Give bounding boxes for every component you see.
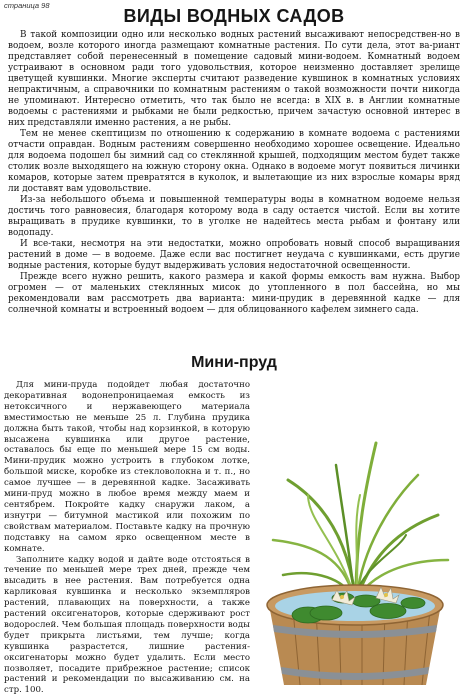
paragraph: И все-таки, несмотря на эти недостатки, можно опробовать новый способ выращивания растений в доме — в водоеме. Даже если вас постигнет неудача с кувшинками, есть другие водные растения, которые будут выдерживать условия недостаточной освещенности. (8, 239, 460, 271)
section-heading: Мини-пруд (191, 354, 277, 371)
tub-pond-illustration (248, 435, 462, 690)
paragraph: Для мини-пруда подойдет любая достаточно декоративная водонепроницаемая емкость из нетоксичного и нержавеющего материала вместимостью не меньше 25 л. Глубина прудика должна быть такой, чтобы над корзинкой, в которую высажена кувшинка или другое растение, оставалось бы еще по меньшей мере 15 см воды. Мини-прудик можно устроить в глубоком лотке, большой миске, коробке из стекловолокна и т. п., но самое лучшее — в деревянной кадке. Засаживать мини-пруд можно в любое время между маем и сентябрем. Покройте кадку снаружи лаком, а изнутри — битумной мастикой или похожим по свойствам материалом. Поставьте кадку на прочную подставку на самом ярко освещенном месте в комнате. (4, 380, 250, 554)
paragraph: Тем не менее скептицизм по отношению к содержанию в комнате водоема с растениями отчасти оправдан. Водным растениям совершенно необходимо хорошее освещение. Идеально для водоема подошел бы зимний сад со стеклянной крышей, подходящим местом будет также столик возле выходящего на южную сторону окна. Однако в водоеме могут появиться личинки комаров, которые затем превратятся в куколок, и вылетающие из них взрослые комары вряд ли доставят вам удовольствие. (8, 129, 460, 194)
tub-pond-drawing (248, 435, 462, 690)
paragraph: Прежде всего нужно решить, какого размера и какой формы емкость вам нужна. Выбор огромен — от маленьких стеклянных мисок до утопленного в пол бассейна, но мы рекомендовали вам рассмотреть два варианта: мини-прудик в деревянной кадке — для солнечной комнаты и встроенный водоем — для облицованного кафелем зимнего сада. (8, 272, 460, 315)
page-number: страница 98 (4, 1, 50, 10)
intro-text (8, 30, 460, 316)
paragraph: Из-за небольшого объема и повышенной температуры воды в комнатном водоеме нельзя достичь того равновесия, благодаря которому вода в саду остается чистой. Если вы хотите выращивать в прудике кувшинки, то в уголке не надейтесь места рыбам и фонтану или водопаду. (8, 195, 460, 238)
paragraph: Заполните кадку водой и дайте воде отстояться в течение по меньшей мере трех дней, прежде чем высадить в нее растения. Вам потребуется одна карликовая кувшинка и несколько экземпляров растений, плавающих на поверхности, а также растений оксигенаторов, которые сдерживают рост водорослей. Чем большая площадь поверхности воды будет прикрыта листьями, тем лучше; когда кувшинка разрастется, лишние растения-оксигенаторы можно будет удалить. Если место позволяет, посадите прибрежное растение; список растений и рекомендации по высаживанию см. на стр. 100. (4, 554, 250, 696)
grass-plant (273, 443, 448, 595)
mini-pond-text (4, 380, 250, 696)
page-title: ВИДЫ ВОДНЫХ САДОВ (123, 6, 345, 26)
paragraph: В такой композиции одно или несколько водных растений высаживают непосредствен-но в водоем, возле которого иногда размещают комнатные растения. По сути дела, этот ва-риант представляет собой перенесенный в помещение садовый мини-водоем. Комнатный водоем устраивают в основном ради того удовольствия, которое неизменно доставляет зрелище цветущей кувшинки. Многие эксперты считают разведение кувшинок в комнатных условиях непрактичным, а справочники по комнатным растениям о такой возможности почти никогда не упоминают. Интересно отметить, что так было не всегда: в XIX в. в Англии комнатные водоемы с растениями и рыбками не были редкостью, причем зачастую основной интерес в них представляли именно растения, а не рыбы. (8, 30, 460, 128)
